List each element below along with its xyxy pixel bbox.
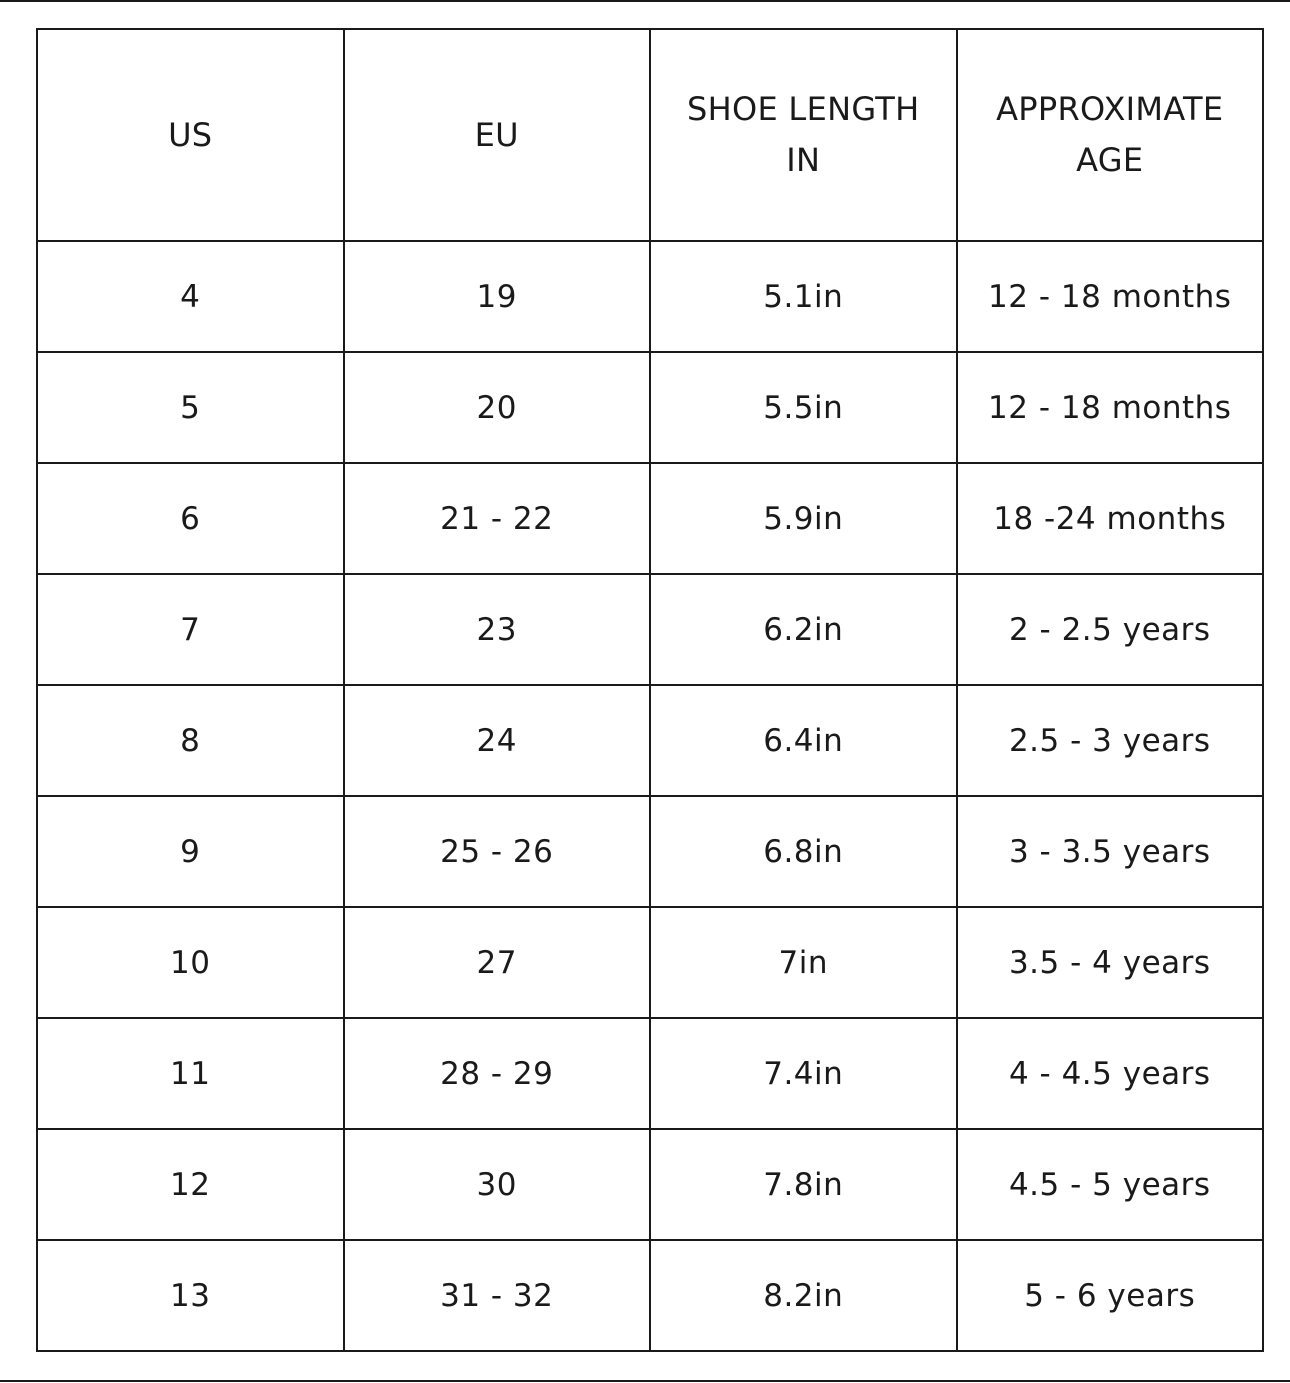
cell-shoe-length: 7.4in bbox=[650, 1018, 957, 1129]
cell-shoe-length: 6.2in bbox=[650, 574, 957, 685]
header-approximate-age: APPROXIMATE AGE bbox=[957, 29, 1264, 241]
cell-us: 12 bbox=[37, 1129, 344, 1240]
cell-us: 7 bbox=[37, 574, 344, 685]
table-row bbox=[37, 1018, 1263, 1129]
table-row bbox=[37, 463, 1263, 574]
header-eu: EU bbox=[344, 29, 651, 241]
cell-shoe-length: 8.2in bbox=[650, 1240, 957, 1351]
cell-eu: 19 bbox=[344, 241, 651, 352]
cell-age: 3.5 - 4 years bbox=[957, 907, 1264, 1018]
cell-age: 18 -24 months bbox=[957, 463, 1264, 574]
cell-age: 2.5 - 3 years bbox=[957, 685, 1264, 796]
table-row bbox=[37, 574, 1263, 685]
cell-age: 4.5 - 5 years bbox=[957, 1129, 1264, 1240]
cell-age: 3 - 3.5 years bbox=[957, 796, 1264, 907]
cell-eu: 21 - 22 bbox=[344, 463, 651, 574]
cell-age: 12 - 18 months bbox=[957, 352, 1264, 463]
header-us: US bbox=[37, 29, 344, 241]
cell-shoe-length: 5.1in bbox=[650, 241, 957, 352]
cell-age: 5 - 6 years bbox=[957, 1240, 1264, 1351]
cell-us: 5 bbox=[37, 352, 344, 463]
cell-eu: 28 - 29 bbox=[344, 1018, 651, 1129]
cell-shoe-length: 6.8in bbox=[650, 796, 957, 907]
cell-shoe-length: 5.5in bbox=[650, 352, 957, 463]
cell-us: 8 bbox=[37, 685, 344, 796]
cell-shoe-length: 5.9in bbox=[650, 463, 957, 574]
header-row bbox=[37, 29, 1263, 241]
cell-us: 9 bbox=[37, 796, 344, 907]
cell-us: 6 bbox=[37, 463, 344, 574]
cell-eu: 31 - 32 bbox=[344, 1240, 651, 1351]
table-row bbox=[37, 907, 1263, 1018]
cell-age: 4 - 4.5 years bbox=[957, 1018, 1264, 1129]
cell-shoe-length: 6.4in bbox=[650, 685, 957, 796]
cell-us: 4 bbox=[37, 241, 344, 352]
cell-shoe-length: 7.8in bbox=[650, 1129, 957, 1240]
top-divider bbox=[0, 0, 1290, 2]
cell-eu: 23 bbox=[344, 574, 651, 685]
cell-eu: 30 bbox=[344, 1129, 651, 1240]
table-row bbox=[37, 241, 1263, 352]
header-shoe-length: SHOE LENGTH IN bbox=[650, 29, 957, 241]
table-row bbox=[37, 1129, 1263, 1240]
table-row bbox=[37, 1240, 1263, 1351]
table-row bbox=[37, 685, 1263, 796]
cell-us: 13 bbox=[37, 1240, 344, 1351]
cell-age: 12 - 18 months bbox=[957, 241, 1264, 352]
cell-eu: 25 - 26 bbox=[344, 796, 651, 907]
cell-eu: 20 bbox=[344, 352, 651, 463]
cell-shoe-length: 7in bbox=[650, 907, 957, 1018]
cell-eu: 27 bbox=[344, 907, 651, 1018]
table-row bbox=[37, 796, 1263, 907]
cell-us: 11 bbox=[37, 1018, 344, 1129]
bottom-divider bbox=[0, 1380, 1290, 1382]
shoe-size-chart bbox=[36, 28, 1264, 1352]
cell-age: 2 - 2.5 years bbox=[957, 574, 1264, 685]
cell-eu: 24 bbox=[344, 685, 651, 796]
table-row bbox=[37, 352, 1263, 463]
cell-us: 10 bbox=[37, 907, 344, 1018]
